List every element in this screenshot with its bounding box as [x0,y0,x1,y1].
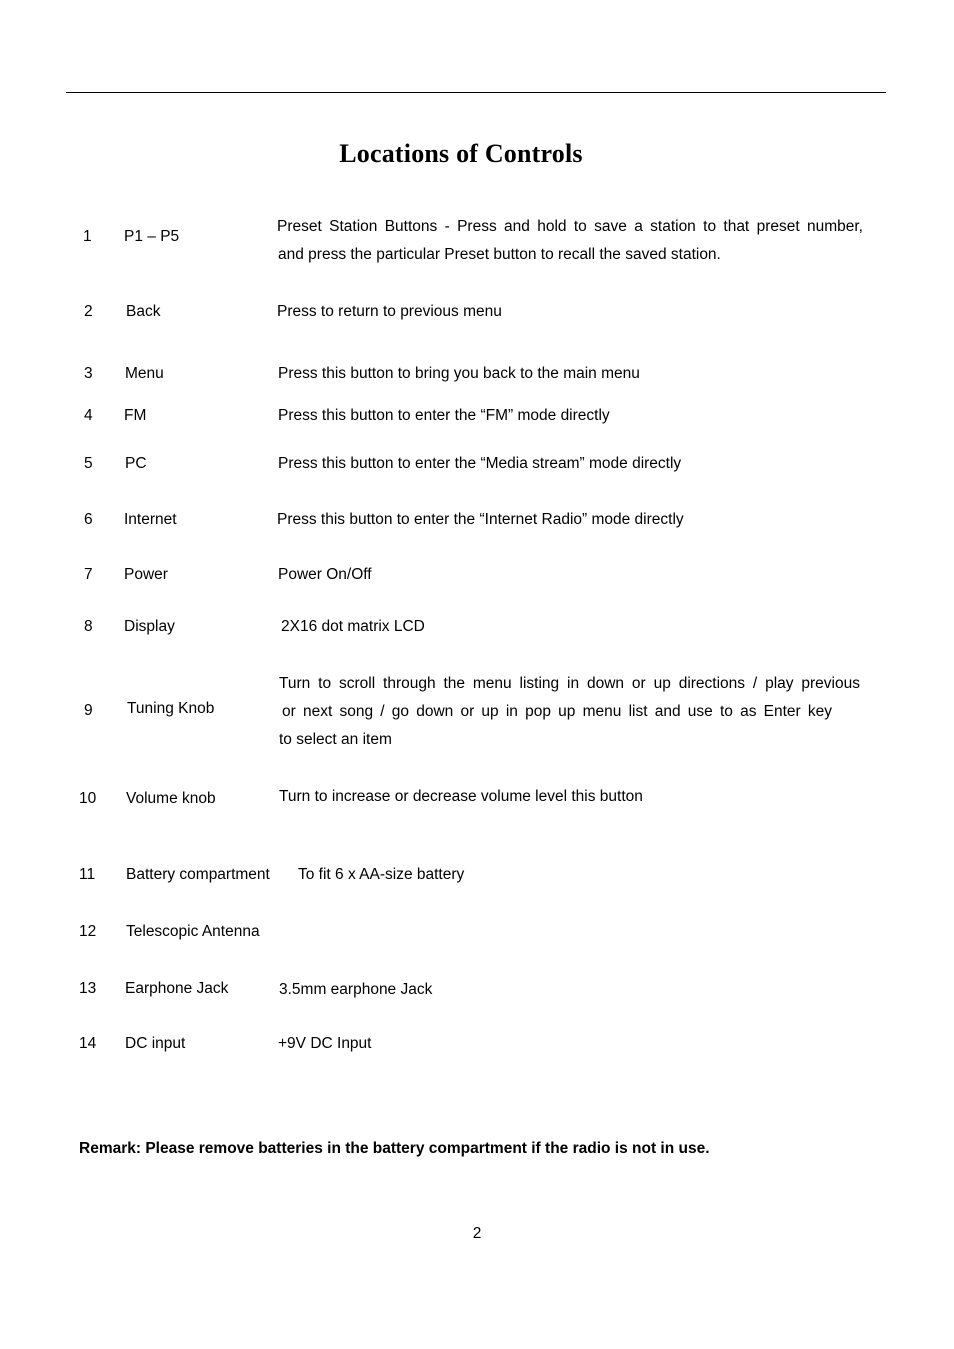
remark-note: Remark: Please remove batteries in the battery compartment if the radio is not in use. [79,1140,710,1157]
control-name: Earphone Jack [125,980,229,997]
control-description: Press this button to enter the “Media stream” mode directly [278,455,682,472]
control-name: Power [124,566,168,583]
control-name: Internet [124,511,177,528]
control-number: 8 [84,618,93,635]
control-description [277,213,863,269]
page-title: Locations of Controls [339,139,583,168]
control-description-line: Turn to scroll through the menu listing in down or up directions / play previous [279,675,860,692]
control-number: 1 [83,228,92,245]
control-description [279,670,860,754]
control-number: 4 [84,407,93,424]
control-number: 12 [79,923,97,940]
control-name: Menu [125,365,164,382]
control-name: Display [124,618,175,635]
control-number: 7 [84,566,93,583]
control-name: DC input [125,1035,186,1052]
header-rule [66,92,886,93]
control-description: Turn to increase or decrease volume level this button [279,788,643,805]
control-description: Press this button to enter the “Internet Radio” mode directly [277,511,684,528]
page-number: 2 [472,1225,482,1242]
control-name: Battery compartment [126,866,270,883]
control-name: Back [126,303,161,320]
control-description: 2X16 dot matrix LCD [281,618,425,635]
control-number: 3 [84,365,93,382]
control-number: 6 [84,511,93,528]
control-description: +9V DC Input [278,1035,372,1052]
control-description-line: Preset Station Buttons - Press and hold to save a station to that preset number, [277,218,863,235]
control-description: Power On/Off [278,566,372,583]
control-name: PC [125,455,147,472]
control-number: 13 [79,980,97,997]
control-description-line: and press the particular Preset button to recall the saved station. [278,246,721,263]
control-number: 2 [84,303,93,320]
control-number: 11 [79,866,96,883]
control-number: 5 [84,455,93,472]
control-name: P1 – P5 [124,228,180,245]
control-name: FM [124,407,147,424]
control-description-line: to select an item [279,731,392,748]
control-number: 10 [79,790,97,807]
control-number: 9 [84,702,93,719]
control-description: Press this button to bring you back to the main menu [278,365,640,382]
control-description-line: or next song / go down or up in pop up menu list and use to as Enter key [282,703,832,720]
control-name: Volume knob [126,790,216,807]
control-name: Tuning Knob [127,700,215,717]
control-description: 3.5mm earphone Jack [279,981,433,998]
control-description: Press this button to enter the “FM” mode directly [278,407,610,424]
control-name: Telescopic Antenna [126,923,260,940]
control-description: Press to return to previous menu [277,303,502,320]
control-description: To fit 6 x AA-size battery [298,866,465,883]
control-number: 14 [79,1035,97,1052]
